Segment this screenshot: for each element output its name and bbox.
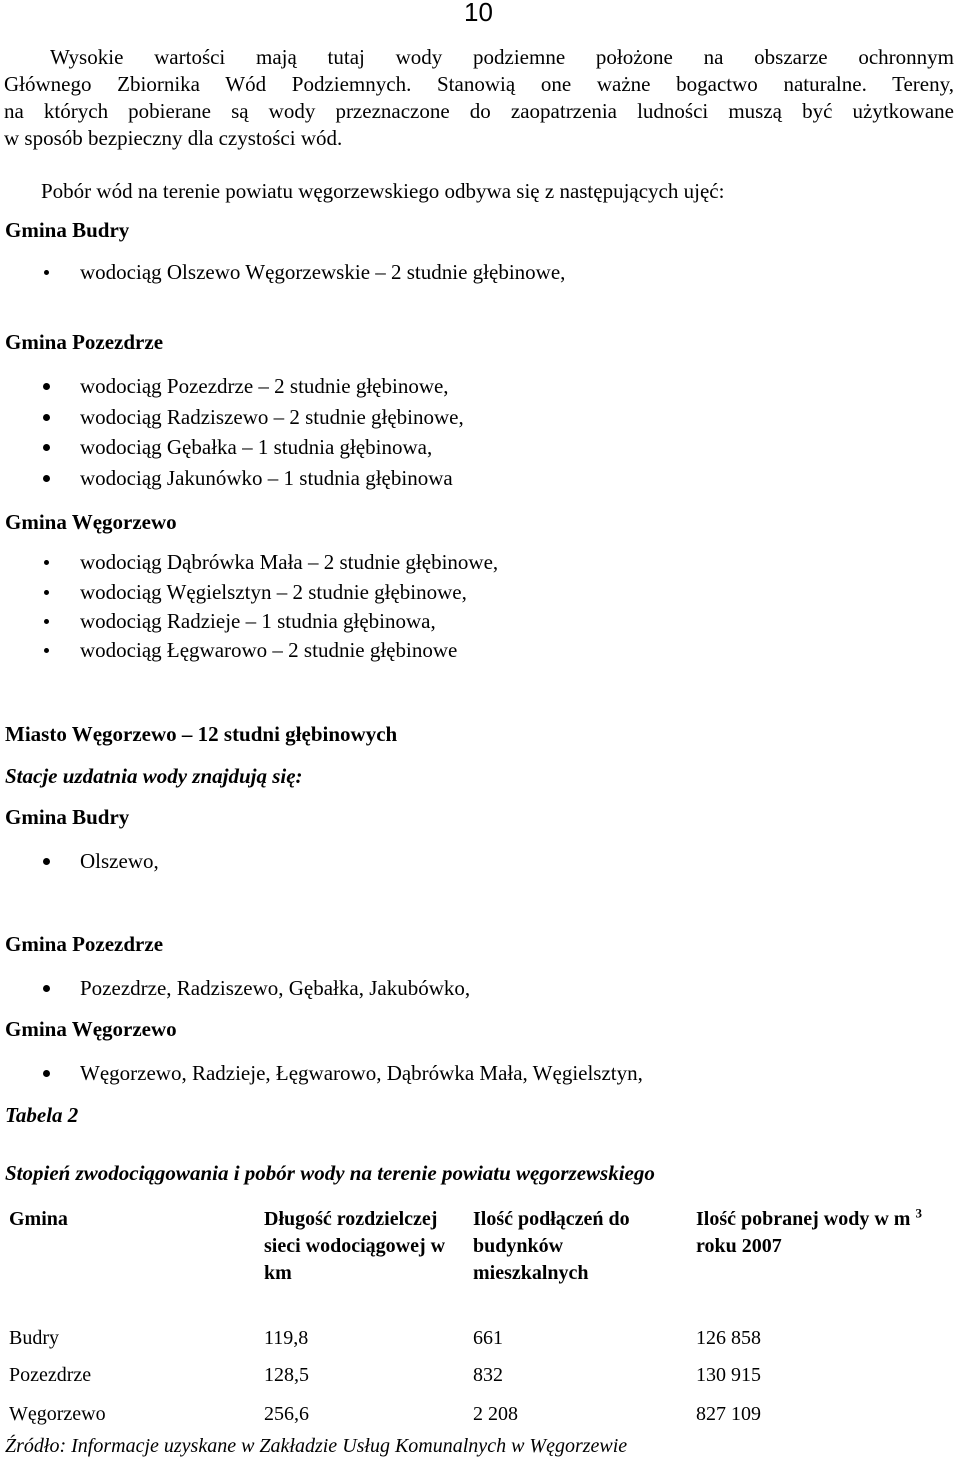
table-header-length: Długość rozdzielczej sieci wodociągowej w km (264, 1208, 446, 1284)
station-pozezdrze-heading: Gmina Pozezdrze (5, 932, 164, 956)
list-item-text: wodociąg Dąbrówka Mała – 2 studnie głębinowe, (80, 550, 499, 574)
bullet-icon (43, 858, 50, 865)
table-cell-water: 130 915 (696, 1364, 761, 1386)
intake-wegorzewo-heading: Gmina Węgorzewo (5, 510, 177, 534)
intake-pozezdrze-heading: Gmina Pozezdrze (5, 330, 164, 354)
list-item-text: wodociąg Radzieje – 1 studnia głębinowa, (80, 609, 436, 633)
list-item-text: Węgorzewo, Radzieje, Łęgwarowo, Dąbrówka Mała, Węgielsztyn, (80, 1061, 643, 1085)
table-title: Stopień zwodociągowania i pobór wody na terenie powiatu węgorzewskiego (5, 1161, 655, 1185)
table-cell-length: 128,5 (264, 1364, 309, 1386)
table-cell-gmina: Budry (9, 1327, 59, 1349)
city-wells-line: Miasto Węgorzewo – 12 studni głębinowych (5, 722, 398, 746)
intro-line-1: Wysokie wartości mają tutaj wody podziemne położone na obszarze ochronnym (50, 45, 954, 69)
bullet-icon (43, 414, 50, 421)
intro-line-4: w sposób bezpieczny dla czystości wód. (4, 126, 343, 150)
table-cell-length: 256,6 (264, 1403, 309, 1425)
bullet-icon (43, 475, 50, 482)
intake-budry-heading: Gmina Budry (5, 218, 130, 242)
list-item-text: wodociąg Gębałka – 1 studnia głębinowa, (80, 435, 433, 459)
table-header-connections: Ilość podłączeń do budynków mieszkalnych (473, 1208, 630, 1284)
bullet-icon (43, 1070, 50, 1077)
table-header-water-text: Ilość pobranej wody w m (696, 1208, 911, 1230)
page-number: 10 (464, 0, 493, 27)
list-item-text: Pozezdrze, Radziszewo, Gębałka, Jakubówko, (80, 976, 471, 1000)
bullet-icon (44, 590, 49, 595)
table-cell-length: 119,8 (264, 1327, 309, 1349)
intake-intro: Pobór wód na terenie powiatu węgorzewskiego odbywa się z następujących ujęć: (41, 179, 725, 203)
table-cell-connections: 2 208 (473, 1403, 518, 1425)
bullet-icon (44, 648, 49, 653)
table-header-gmina: Gmina (9, 1208, 68, 1230)
bullet-icon (44, 270, 49, 275)
bullet-icon (43, 444, 50, 451)
table-label: Tabela 2 (5, 1103, 79, 1127)
table-cell-water: 827 109 (696, 1403, 761, 1425)
table-header-water-sup: 3 (915, 1205, 922, 1221)
table-header-water-tail: roku 2007 (696, 1235, 782, 1257)
list-item-text: wodociąg Węgielsztyn – 2 studnie głębinowe, (80, 580, 467, 604)
table-cell-connections: 832 (473, 1364, 503, 1386)
table-cell-water: 126 858 (696, 1327, 761, 1349)
bullet-icon (44, 619, 49, 624)
station-budry-heading: Gmina Budry (5, 805, 130, 829)
source-note: Źródło: Informacje uzyskane w Zakładzie Usług Komunalnych w Węgorzewie (5, 1435, 628, 1457)
table-cell-gmina: Pozezdrze (9, 1364, 92, 1386)
list-item-text: wodociąg Łęgwarowo – 2 studnie głębinowe (80, 638, 458, 662)
table-header-water (696, 1206, 958, 1260)
list-item-text: wodociąg Olszewo Węgorzewskie – 2 studnie głębinowe, (80, 260, 566, 284)
list-item-text: Olszewo, (80, 849, 159, 873)
bullet-icon (43, 985, 50, 992)
list-item-text: wodociąg Radziszewo – 2 studnie głębinowe, (80, 405, 464, 429)
list-item-text: wodociąg Pozezdrze – 2 studnie głębinowe, (80, 374, 449, 398)
intro-line-3: na których pobierane są wody przeznaczone do zaopatrzenia ludności muszą być użytkowane (4, 99, 954, 123)
station-wegorzewo-heading: Gmina Węgorzewo (5, 1017, 177, 1041)
list-item-text: wodociąg Jakunówko – 1 studnia głębinowa (80, 466, 453, 490)
table-cell-gmina: Węgorzewo (9, 1403, 106, 1425)
intro-line-2: Głównego Zbiornika Wód Podziemnych. Stanowią one ważne bogactwo naturalne. Tereny, (4, 72, 954, 96)
table-cell-connections: 661 (473, 1327, 503, 1349)
stations-heading: Stacje uzdatnia wody znajdują się: (5, 764, 303, 788)
bullet-icon (43, 383, 50, 390)
bullet-icon (44, 560, 49, 565)
